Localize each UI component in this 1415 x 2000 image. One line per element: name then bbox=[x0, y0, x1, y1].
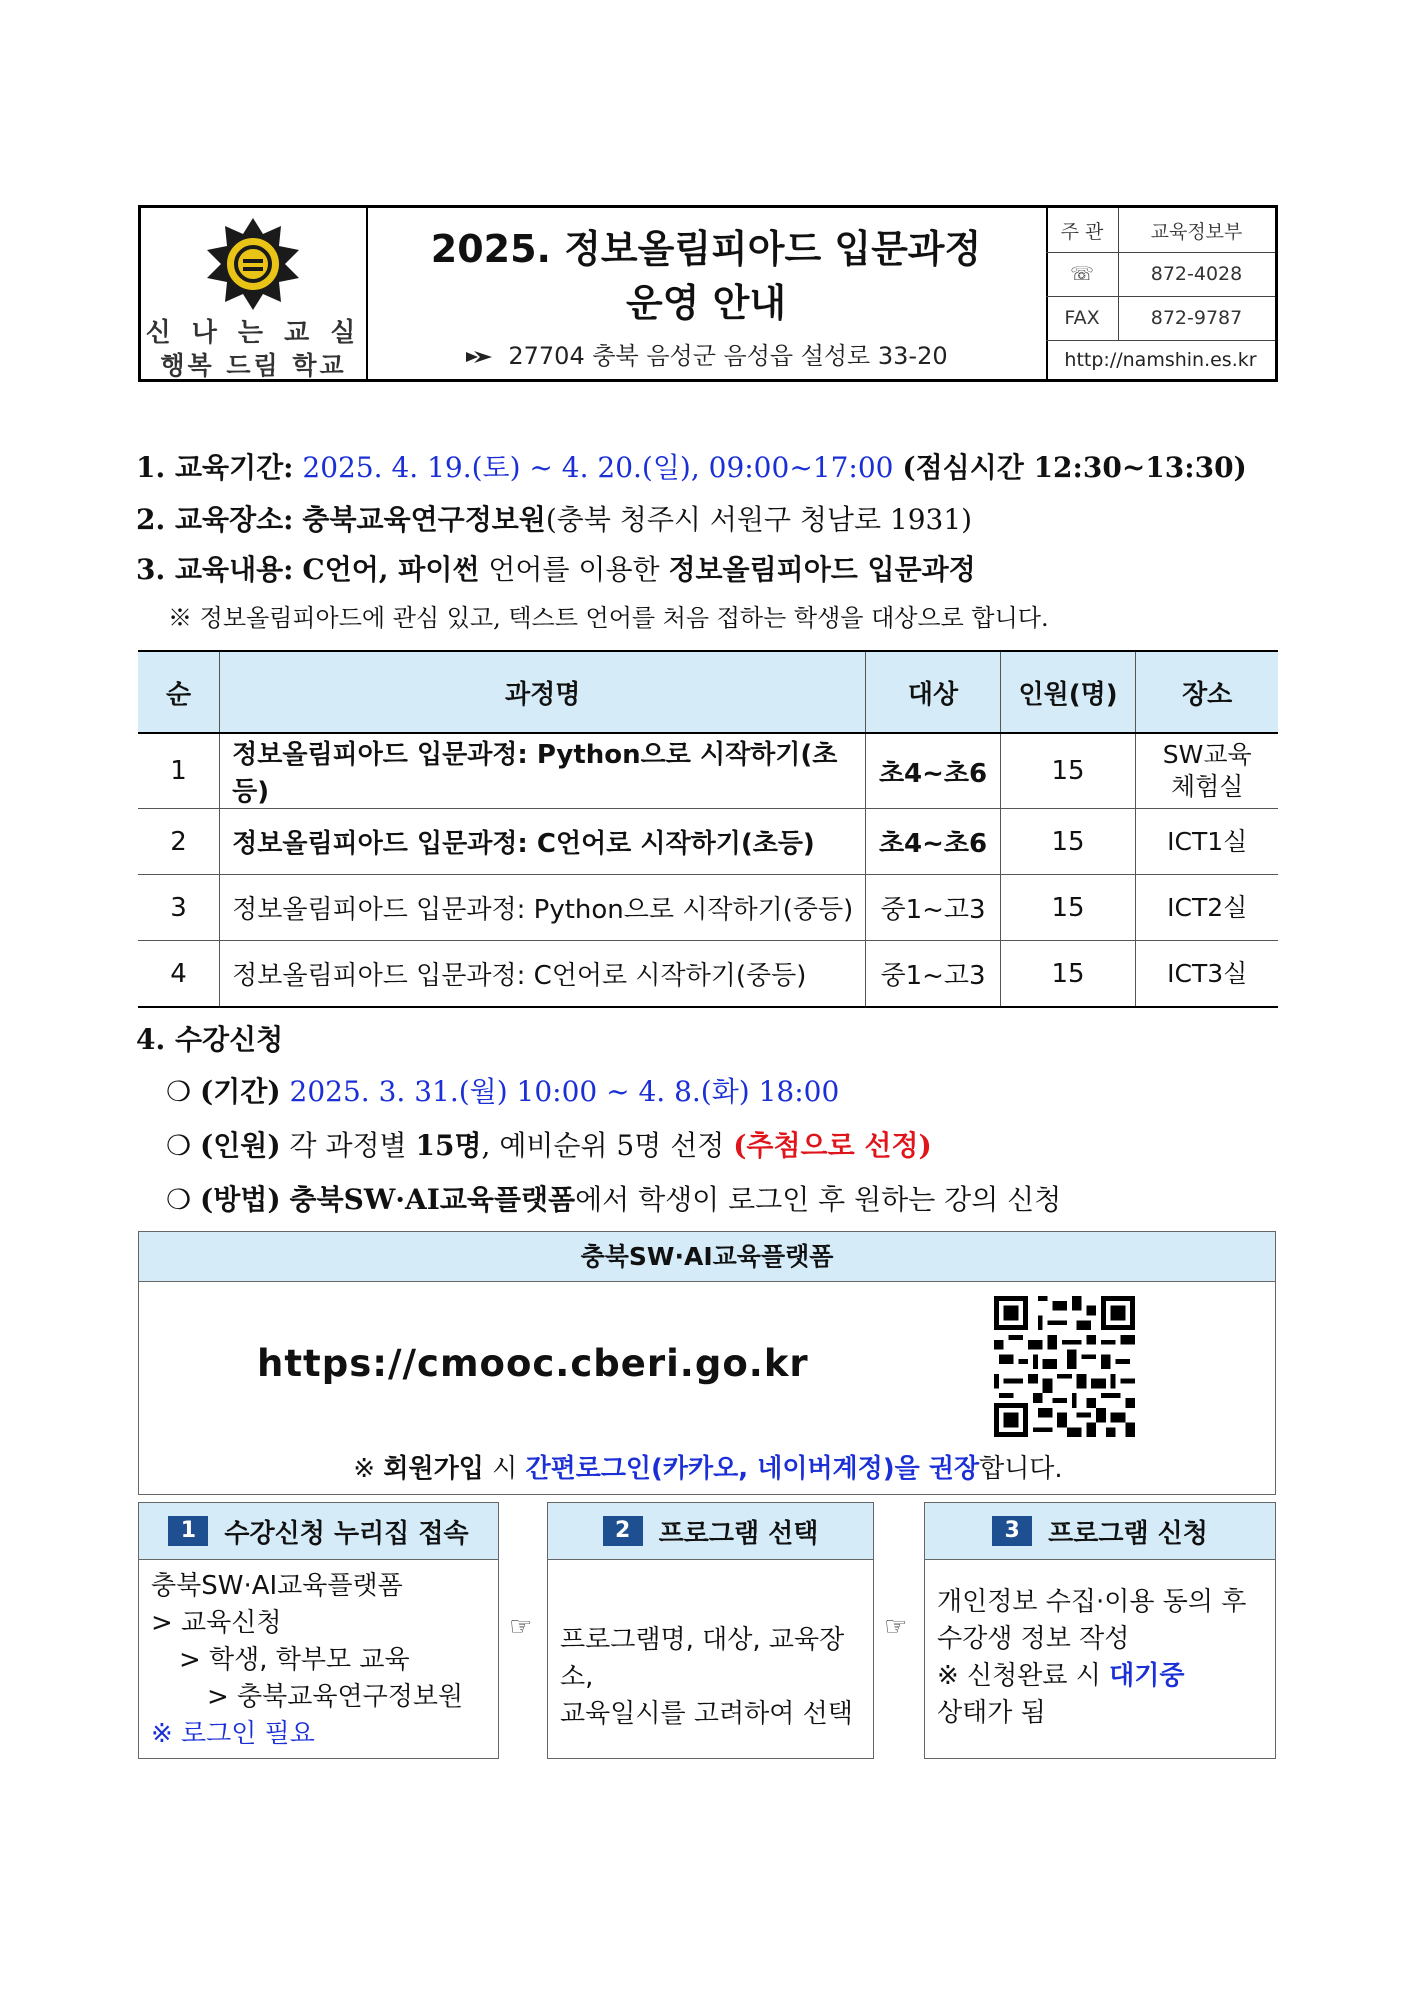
step-2-box bbox=[547, 1502, 874, 1759]
section-2-label: 2. 교육장소: bbox=[136, 503, 294, 536]
header-course-name: 과정명 bbox=[220, 651, 866, 733]
bullet-icon: ❍ bbox=[166, 1183, 192, 1216]
step-2-title: 프로그램 선택 bbox=[658, 1518, 819, 1549]
step-2-line: 교육일시를 고려하여 선택 bbox=[560, 1699, 853, 1729]
method-rest: 에서 학생이 로그인 후 원하는 강의 신청 bbox=[575, 1183, 1062, 1216]
fax-row bbox=[1046, 296, 1275, 341]
education-place: 충북교육연구정보원 bbox=[302, 503, 546, 536]
section-2-place bbox=[136, 498, 972, 538]
logo-slogan-2: 행복 드림 학교 bbox=[160, 351, 347, 380]
step-1-body bbox=[139, 1560, 498, 1761]
signup-note bbox=[139, 1448, 1277, 1485]
step-3-header bbox=[925, 1503, 1275, 1560]
step-1-line: > 충북교육연구정보원 bbox=[207, 1682, 464, 1712]
row-no: 2 bbox=[138, 809, 220, 875]
phone-value: 872-4028 bbox=[1150, 263, 1243, 285]
step-3-box bbox=[924, 1502, 1276, 1759]
education-address: (충북 청주시 서원구 청남로 1931) bbox=[545, 503, 973, 536]
signup-note-recommend: 간편로그인(카카오, 네이버계정)을 권장 bbox=[525, 1454, 980, 1484]
document-title-line-1: 2025. 정보올림피아드 입문과정 bbox=[430, 227, 982, 271]
contact-info-block bbox=[1046, 208, 1275, 379]
table-row bbox=[138, 941, 1278, 1008]
header-no: 순 bbox=[138, 651, 220, 733]
section-4-label: 4. 수강신청 bbox=[136, 1023, 284, 1056]
signup-note-keyword: 회원가입 bbox=[383, 1454, 484, 1484]
row-no: 4 bbox=[138, 941, 220, 1008]
step-1-line: > 교육신청 bbox=[151, 1608, 282, 1638]
step-2-line: 프로그램명, 대상, 교육장소, bbox=[560, 1625, 845, 1692]
platform-url-link[interactable]: https://cmooc.cberi.go.kr bbox=[257, 1342, 809, 1385]
section-1-label: 1. 교육기간: bbox=[136, 451, 294, 484]
row-course-name: 정보올림피아드 입문과정: C언어로 시작하기(초등) bbox=[220, 809, 866, 875]
school-logo-block bbox=[141, 208, 368, 379]
method-platform: 충북SW·AI교육플랫폼 bbox=[289, 1183, 576, 1216]
section-3-content bbox=[136, 548, 976, 588]
step-1-number: 1 bbox=[168, 1516, 208, 1546]
header-place: 장소 bbox=[1136, 651, 1278, 733]
dept-row bbox=[1046, 208, 1275, 253]
row-no: 3 bbox=[138, 875, 220, 941]
step-3-note-end: 상태가 됨 bbox=[937, 1698, 1046, 1728]
content-languages: C언어, 파이썬 bbox=[302, 553, 480, 586]
section-1-period bbox=[136, 446, 1247, 486]
step-3-note bbox=[937, 1658, 1263, 1695]
row-place: ICT1실 bbox=[1136, 809, 1278, 875]
step-3-number: 3 bbox=[992, 1516, 1032, 1546]
people-pre: 각 과정별 bbox=[280, 1129, 416, 1162]
row-course-name: 정보올림피아드 입문과정: Python으로 시작하기(초등) bbox=[220, 733, 866, 809]
row-place: ICT2실 bbox=[1136, 875, 1278, 941]
qr-code-icon[interactable] bbox=[994, 1296, 1135, 1437]
logo-slogan-1: 신 나 는 교 실 bbox=[145, 318, 362, 348]
fax-value: 872-9787 bbox=[1150, 307, 1243, 329]
row-target: 초4~초6 bbox=[866, 809, 1000, 875]
apply-people bbox=[166, 1124, 932, 1164]
people-label: (인원) bbox=[200, 1129, 281, 1162]
row-no: 1 bbox=[138, 733, 220, 809]
pointing-hand-icon: ☞ bbox=[509, 1612, 533, 1642]
row-place: SW교육 체험실 bbox=[1136, 733, 1278, 809]
table-header-row bbox=[138, 651, 1278, 733]
education-dates: 2025. 4. 19.(토) ~ 4. 20.(일), 09:00~17:00 bbox=[302, 451, 894, 484]
step-2-number: 2 bbox=[603, 1516, 643, 1546]
dept-value: 교육정보부 bbox=[1150, 220, 1243, 243]
row-count: 15 bbox=[1000, 809, 1136, 875]
period-value: 2025. 3. 31.(월) 10:00 ~ 4. 8.(화) 18:00 bbox=[289, 1075, 840, 1108]
course-table bbox=[138, 650, 1278, 1008]
mail-icon bbox=[464, 349, 494, 365]
document-header bbox=[138, 205, 1278, 382]
row-count: 15 bbox=[1000, 875, 1136, 941]
step-3-line: 수강생 정보 작성 bbox=[937, 1624, 1130, 1654]
period-label: (기간) bbox=[200, 1075, 281, 1108]
signup-note-end: 합니다. bbox=[979, 1454, 1063, 1484]
school-address bbox=[366, 336, 1046, 371]
bullet-icon: ❍ bbox=[166, 1075, 192, 1108]
content-middle: 언어를 이용한 bbox=[479, 553, 669, 586]
step-1-header bbox=[139, 1503, 498, 1560]
step-3-note-pre: ※ 신청완료 시 bbox=[937, 1661, 1110, 1691]
signup-note-mid: 시 bbox=[483, 1454, 526, 1484]
row-course-name: 정보올림피아드 입문과정: Python으로 시작하기(중등) bbox=[220, 875, 866, 941]
platform-title: 충북SW·AI교육플랫폼 bbox=[139, 1232, 1275, 1282]
lunch-time: (점심시간 12:30~13:30) bbox=[902, 451, 1247, 484]
school-website-link[interactable]: http://namshin.es.kr bbox=[1064, 348, 1257, 371]
row-target: 초4~초6 bbox=[866, 733, 1000, 809]
pointing-hand-icon: ☞ bbox=[884, 1612, 908, 1642]
table-row bbox=[138, 875, 1278, 941]
fax-label: FAX bbox=[1046, 296, 1119, 340]
lottery-note: (추첨으로 선정) bbox=[733, 1129, 932, 1162]
table-row bbox=[138, 809, 1278, 875]
people-mid: , 예비순위 5명 선정 bbox=[481, 1129, 734, 1162]
step-1-box bbox=[138, 1502, 499, 1759]
document-title-line-2: 운영 안내 bbox=[625, 281, 787, 325]
platform-box bbox=[138, 1231, 1276, 1495]
row-target: 중1~고3 bbox=[866, 941, 1000, 1008]
title-block bbox=[366, 208, 1048, 379]
step-3-line: 개인정보 수집·이용 동의 후 bbox=[937, 1587, 1247, 1617]
content-course: 정보올림피아드 입문과정 bbox=[668, 553, 976, 586]
step-2-body bbox=[548, 1560, 873, 1741]
step-3-status-waiting: 대기중 bbox=[1109, 1661, 1185, 1691]
section-3-label: 3. 교육내용: bbox=[136, 553, 294, 586]
step-3-title: 프로그램 신청 bbox=[1048, 1518, 1208, 1549]
bullet-icon: ❍ bbox=[166, 1129, 192, 1162]
step-1-line: 충북SW·AI교육플랫폼 bbox=[151, 1571, 403, 1601]
row-place: ICT3실 bbox=[1136, 941, 1278, 1008]
step-1-title: 수강신청 누리집 접속 bbox=[224, 1518, 469, 1549]
row-target: 중1~고3 bbox=[866, 875, 1000, 941]
step-3-body bbox=[925, 1560, 1275, 1740]
row-count: 15 bbox=[1000, 733, 1136, 809]
signup-note-mark: ※ bbox=[353, 1454, 384, 1484]
dept-label: 주 관 bbox=[1046, 208, 1119, 252]
address-text: 27704 충북 음성군 음성읍 설성로 33-20 bbox=[508, 342, 948, 370]
table-row bbox=[138, 733, 1278, 809]
header-target: 대상 bbox=[866, 651, 1000, 733]
phone-icon: ☏ bbox=[1046, 252, 1119, 296]
apply-period bbox=[166, 1070, 839, 1110]
school-emblem-icon bbox=[203, 216, 303, 312]
row-course-name: 정보올림피아드 입문과정: C언어로 시작하기(중등) bbox=[220, 941, 866, 1008]
method-label: (방법) bbox=[200, 1183, 281, 1216]
apply-method bbox=[166, 1178, 1061, 1218]
phone-row bbox=[1046, 252, 1275, 297]
row-count: 15 bbox=[1000, 941, 1136, 1008]
step-1-line: > 학생, 학부모 교육 bbox=[179, 1645, 410, 1675]
people-count: 15명 bbox=[415, 1129, 482, 1162]
target-note: ※ 정보올림피아드에 관심 있고, 텍스트 언어를 처음 접하는 학생을 대상으로 합니다. bbox=[168, 604, 1049, 632]
step-2-header bbox=[548, 1503, 873, 1560]
step-1-note: ※ 로그인 필요 bbox=[151, 1719, 315, 1749]
header-count: 인원(명) bbox=[1000, 651, 1136, 733]
